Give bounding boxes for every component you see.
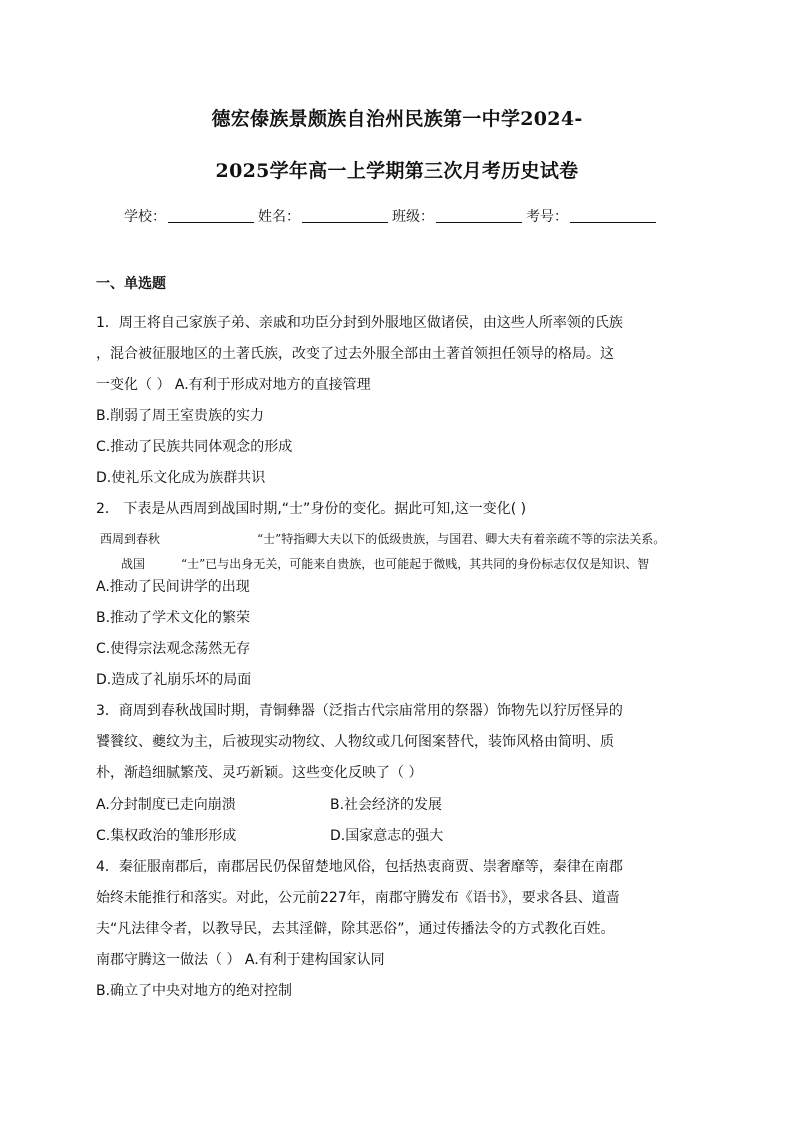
number-label: 考号： [526, 209, 568, 225]
section-title: 一、单选题 [96, 276, 166, 292]
q1-stem-line2: ，混合被征服地区的土著氏族，改变了过去外服全部由土著首领担任领导的格局。这 [96, 346, 614, 362]
q4-stem-line1: 4．秦征服南郡后，南郡居民仍保留楚地风俗，包括热衷商贾、崇奢靡等，秦律在南郡 [96, 859, 623, 875]
class-label: 班级： [392, 209, 434, 225]
exam-title-line1: 德宏傣族景颇族自治州民族第一中学2024- [211, 108, 583, 130]
q3-stem-line2: 饕餮纹、夔纹为主，后被现实动物纹、人物纹或几何图案替代，装饰风格由简明、质 [96, 734, 614, 750]
q2-table-desc-2: “士”已与出身无关，可能来自贵族，也可能起于微贱，其共同的身份标志仅仅是知识、智 [181, 557, 650, 571]
number-blank [570, 208, 656, 223]
school-blank [168, 208, 254, 223]
q3-option-d: D.国家意志的强大 [330, 828, 444, 844]
name-blank [302, 208, 388, 223]
q3-stem-line3: 朴，渐趋细腻繁茂、灵巧新颖。这些变化反映了（ ） [96, 765, 423, 781]
q2-table-period-1: 西周到春秋 [100, 532, 161, 546]
q1-option-c: C.推动了民族共同体观念的形成 [96, 439, 293, 455]
q1-stem-line1: 1．周王将自己家族子弟、亲戚和功臣分封到外服地区做诸侯，由这些人所率领的氏族 [96, 315, 623, 331]
q2-table-period-2: 战国 [121, 557, 146, 571]
q2-table-desc-1: “士”特指卿大夫以下的低级贵族，与国君、卿大夫有着亲疏不等的宗法关系。 [257, 532, 666, 546]
q4-stem-line4: 南郡守腾这一做法（ ） A.有利于建构国家认同 [96, 952, 385, 968]
school-label: 学校： [124, 209, 166, 225]
q4-stem-line2: 始终未能推行和落实。对此，公元前227年，南郡守腾发布《语书》，要求各县、道啬 [96, 890, 620, 906]
name-label: 姓名： [258, 209, 300, 225]
class-blank [436, 208, 522, 223]
student-info-row [124, 206, 660, 226]
q3-option-a: A.分封制度已走向崩溃 [96, 797, 236, 813]
q2-option-d: D.造成了礼崩乐坏的局面 [96, 672, 252, 688]
q3-stem-line1: 3．商周到春秋战国时期，青铜彝器（泛指古代宗庙常用的祭器）饰物先以狞厉怪异的 [96, 703, 623, 719]
q4-stem-line3: 夫“凡法律令者，以教导民，去其淫僻，除其恶俗”，通过传播法令的方式教化百姓。 [96, 921, 615, 937]
q3-option-b: B.社会经济的发展 [330, 797, 443, 813]
q3-option-c: C.集权政治的雏形形成 [96, 828, 237, 844]
q1-stem-line3: 一变化（ ） A.有利于形成对地方的直接管理 [96, 377, 371, 393]
q1-option-b: B.削弱了周王室贵族的实力 [96, 408, 265, 424]
q2-stem: 2． 下表是从西周到战国时期,“士”身份的变化。据此可知,这一变化( ) [96, 501, 527, 517]
q2-option-c: C.使得宗法观念荡然无存 [96, 641, 251, 657]
q2-option-b: B.推动了学术文化的繁荣 [96, 610, 251, 626]
q1-option-d: D.使礼乐文化成为族群共识 [96, 470, 266, 486]
q2-option-a: A.推动了民间讲学的出现 [96, 579, 250, 595]
q4-option-b: B.确立了中央对地方的绝对控制 [96, 983, 293, 999]
exam-title-line2: 2025学年高一上学期第三次月考历史试卷 [215, 160, 579, 182]
